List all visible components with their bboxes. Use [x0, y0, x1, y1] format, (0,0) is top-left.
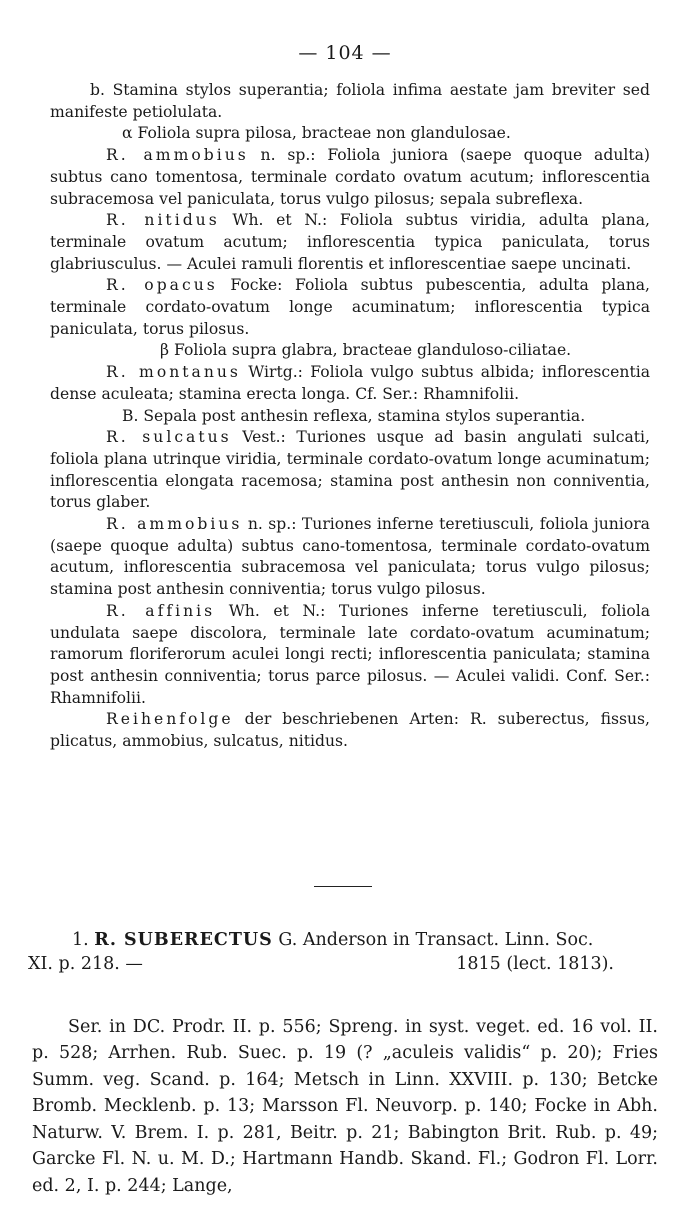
paragraph: R. opacus Focke: Foliola subtus pubescentia, adulta plana, terminale cordato-ovatum longe acuminatum; inflorescentia typica paniculata, torus pilosus. — [50, 276, 650, 338]
paragraph: R. nitidus Wh. et N.: Foliola subtus viridia, adulta plana, terminale ovatum acutum; inflorescentia typica paniculata, torus glabriusculus. — Aculei ramuli florentis et inflorescentiae saepe uncinati. — [50, 211, 650, 273]
references-block — [32, 996, 658, 1217]
paragraph: R. montanus Wirtg.: Foliola vulgo subtus albida; inflorescentia dense aculeata; stamina erecta longa. Cf. Ser.: Rhamnifolii. — [50, 363, 650, 403]
species-name: Reihenfolge — [106, 710, 234, 729]
paragraph: β Foliola supra glabra, bracteae glanduloso-ciliatae. — [160, 341, 572, 360]
species-name: R. ammobius — [106, 146, 249, 165]
species-name: R. montanus — [106, 363, 241, 382]
paragraph: R. ammobius n. sp.: Foliola juniora (saepe quoque adulta) subtus cano tomentosa, terminale cordato ovatum acutum; inflorescentia subracemosa vel paniculata, torus vulgo pilosus; sepala subreflexa. — [50, 146, 650, 208]
references-paragraph: Ser. in DC. Prodr. II. p. 556; Spreng. in syst. veget. ed. 16 vol. II. p. 528; Arrhen. Rub. Suec. p. 19 (? „aculeis validis“ p. 20); Fries Summ. veg. Scand. p. 164; Metsch in Linn. XXVIII. p. 130; Betcke Bromb. Mecklenb. p. 13; Marsson Fl. Neuvorp. p. 140; Focke in Abh. Naturw. V. Brem. I. p. 281, Beitr. p. 21; Babington Brit. Rub. p. 49; Garcke Fl. N. u. M. D.; Hartmann Handb. Skand. Fl.; Godron Fl. Lorr. ed. 2, I. p. 244; Lange, — [32, 1016, 658, 1196]
paragraph: R. affinis Wh. et N.: Turiones inferne teretiusculi, foliola undulata saepe discolora, terminale late cordato-ovatum acuminatum; ramorum floriferorum aculei longi recti; inflorescentia paniculata; stamina post anthesin conniventia; torus parce pilosus. — Aculei validi. Conf. Ser.: Rhamnifolii. — [50, 601, 650, 707]
paragraph: Reihenfolge der beschriebenen Arten: R. suberectus, fissus, plicatus, ammobius, sulcatus, nitidus. — [50, 710, 650, 751]
page-number: — 104 — — [298, 42, 392, 64]
species-name: R. opacus — [106, 276, 218, 295]
entry-author: G. Anderson in Transact. Linn. Soc. — [278, 930, 594, 950]
paragraph: R. sulcatus Vest.: Turiones usque ad basin angulati sulcati, foliola plana utrinque viridia, terminale cordato-ovatum longe acuminatum; inflorescentia elongata racemosa; stamina post anthesin non conniventia, torus glaber. — [50, 428, 650, 512]
species-name: R. sulcatus — [106, 428, 232, 447]
species-name: R. ammobius — [106, 515, 243, 534]
key-text — [50, 80, 650, 753]
entry-number: 1. — [72, 930, 89, 950]
paragraph: B. Sepala post anthesin reflexa, stamina stylos superantia. — [122, 406, 586, 425]
section-divider — [314, 886, 372, 887]
species-name: R. nitidus — [106, 211, 220, 230]
paragraph: α Foliola supra pilosa, bracteae non glandulosae. — [122, 124, 511, 143]
species-name: R. affinis — [106, 601, 216, 620]
entry-species-name: R. SUBERECTUS — [94, 930, 273, 950]
entry-volume: XI. p. 218. — — [28, 954, 143, 974]
paragraph: b. Stamina stylos superantia; foliola infima aestate jam breviter sed manifeste petiolulata. — [50, 81, 650, 121]
entry-date: 1815 (lect. 1813). — [456, 954, 614, 974]
paragraph: R. ammobius n. sp.: Turiones inferne teretiusculi, foliola juniora (saepe quoque adulta) subtus cano-tomentosa, terminale cordato-ovatum acutum, inflorescentia subracemosa vel paniculata; torus vulgo pilosus; stamina post anthesin conniventia; torus vulgo pilosus. — [50, 515, 650, 599]
species-entry-heading — [28, 928, 650, 976]
